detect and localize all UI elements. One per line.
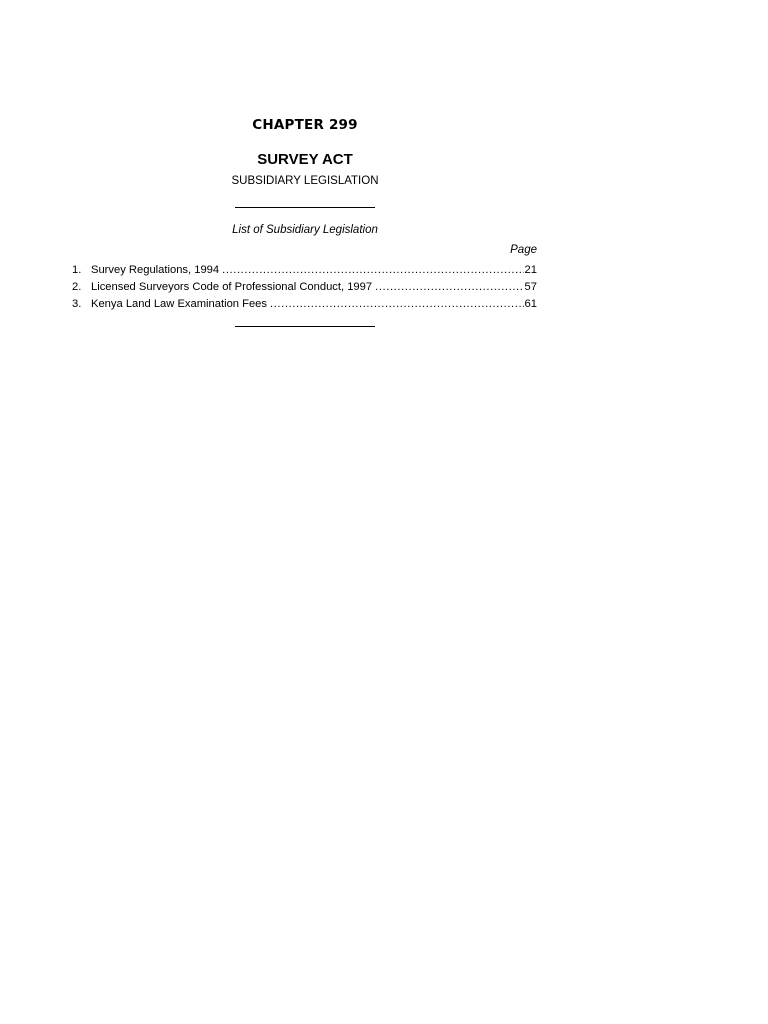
toc-dot-leader [222,262,523,279]
toc-entry-page: 21 [524,264,537,276]
toc-dot-leader [270,296,524,313]
bottom-divider [235,326,375,327]
toc-entry-title: Kenya Land Law Examination Fees [91,298,268,310]
list-heading: List of Subsidiary Legislation [232,224,378,236]
table-of-contents [72,262,537,313]
page-column-header: Page [510,244,537,256]
toc-entry [72,262,537,279]
toc-entry-title: Licensed Surveyors Code of Professional Conduct, 1997 [91,281,373,293]
toc-entry [72,279,537,296]
top-divider [235,207,375,208]
subsidiary-legislation-heading: SUBSIDIARY LEGISLATION [231,175,379,187]
toc-entry-number: 2. [72,281,82,293]
toc-entry-page: 61 [524,298,537,310]
toc-entry-number: 3. [72,298,82,310]
toc-entry-page: 57 [524,281,537,293]
toc-dot-leader [375,279,523,296]
toc-entry [72,296,537,313]
toc-entry-number: 1. [72,264,82,276]
toc-entry-title: Survey Regulations, 1994 [91,264,220,276]
chapter-heading: CHAPTER 299 [252,117,358,133]
act-title: SURVEY ACT [257,151,353,168]
